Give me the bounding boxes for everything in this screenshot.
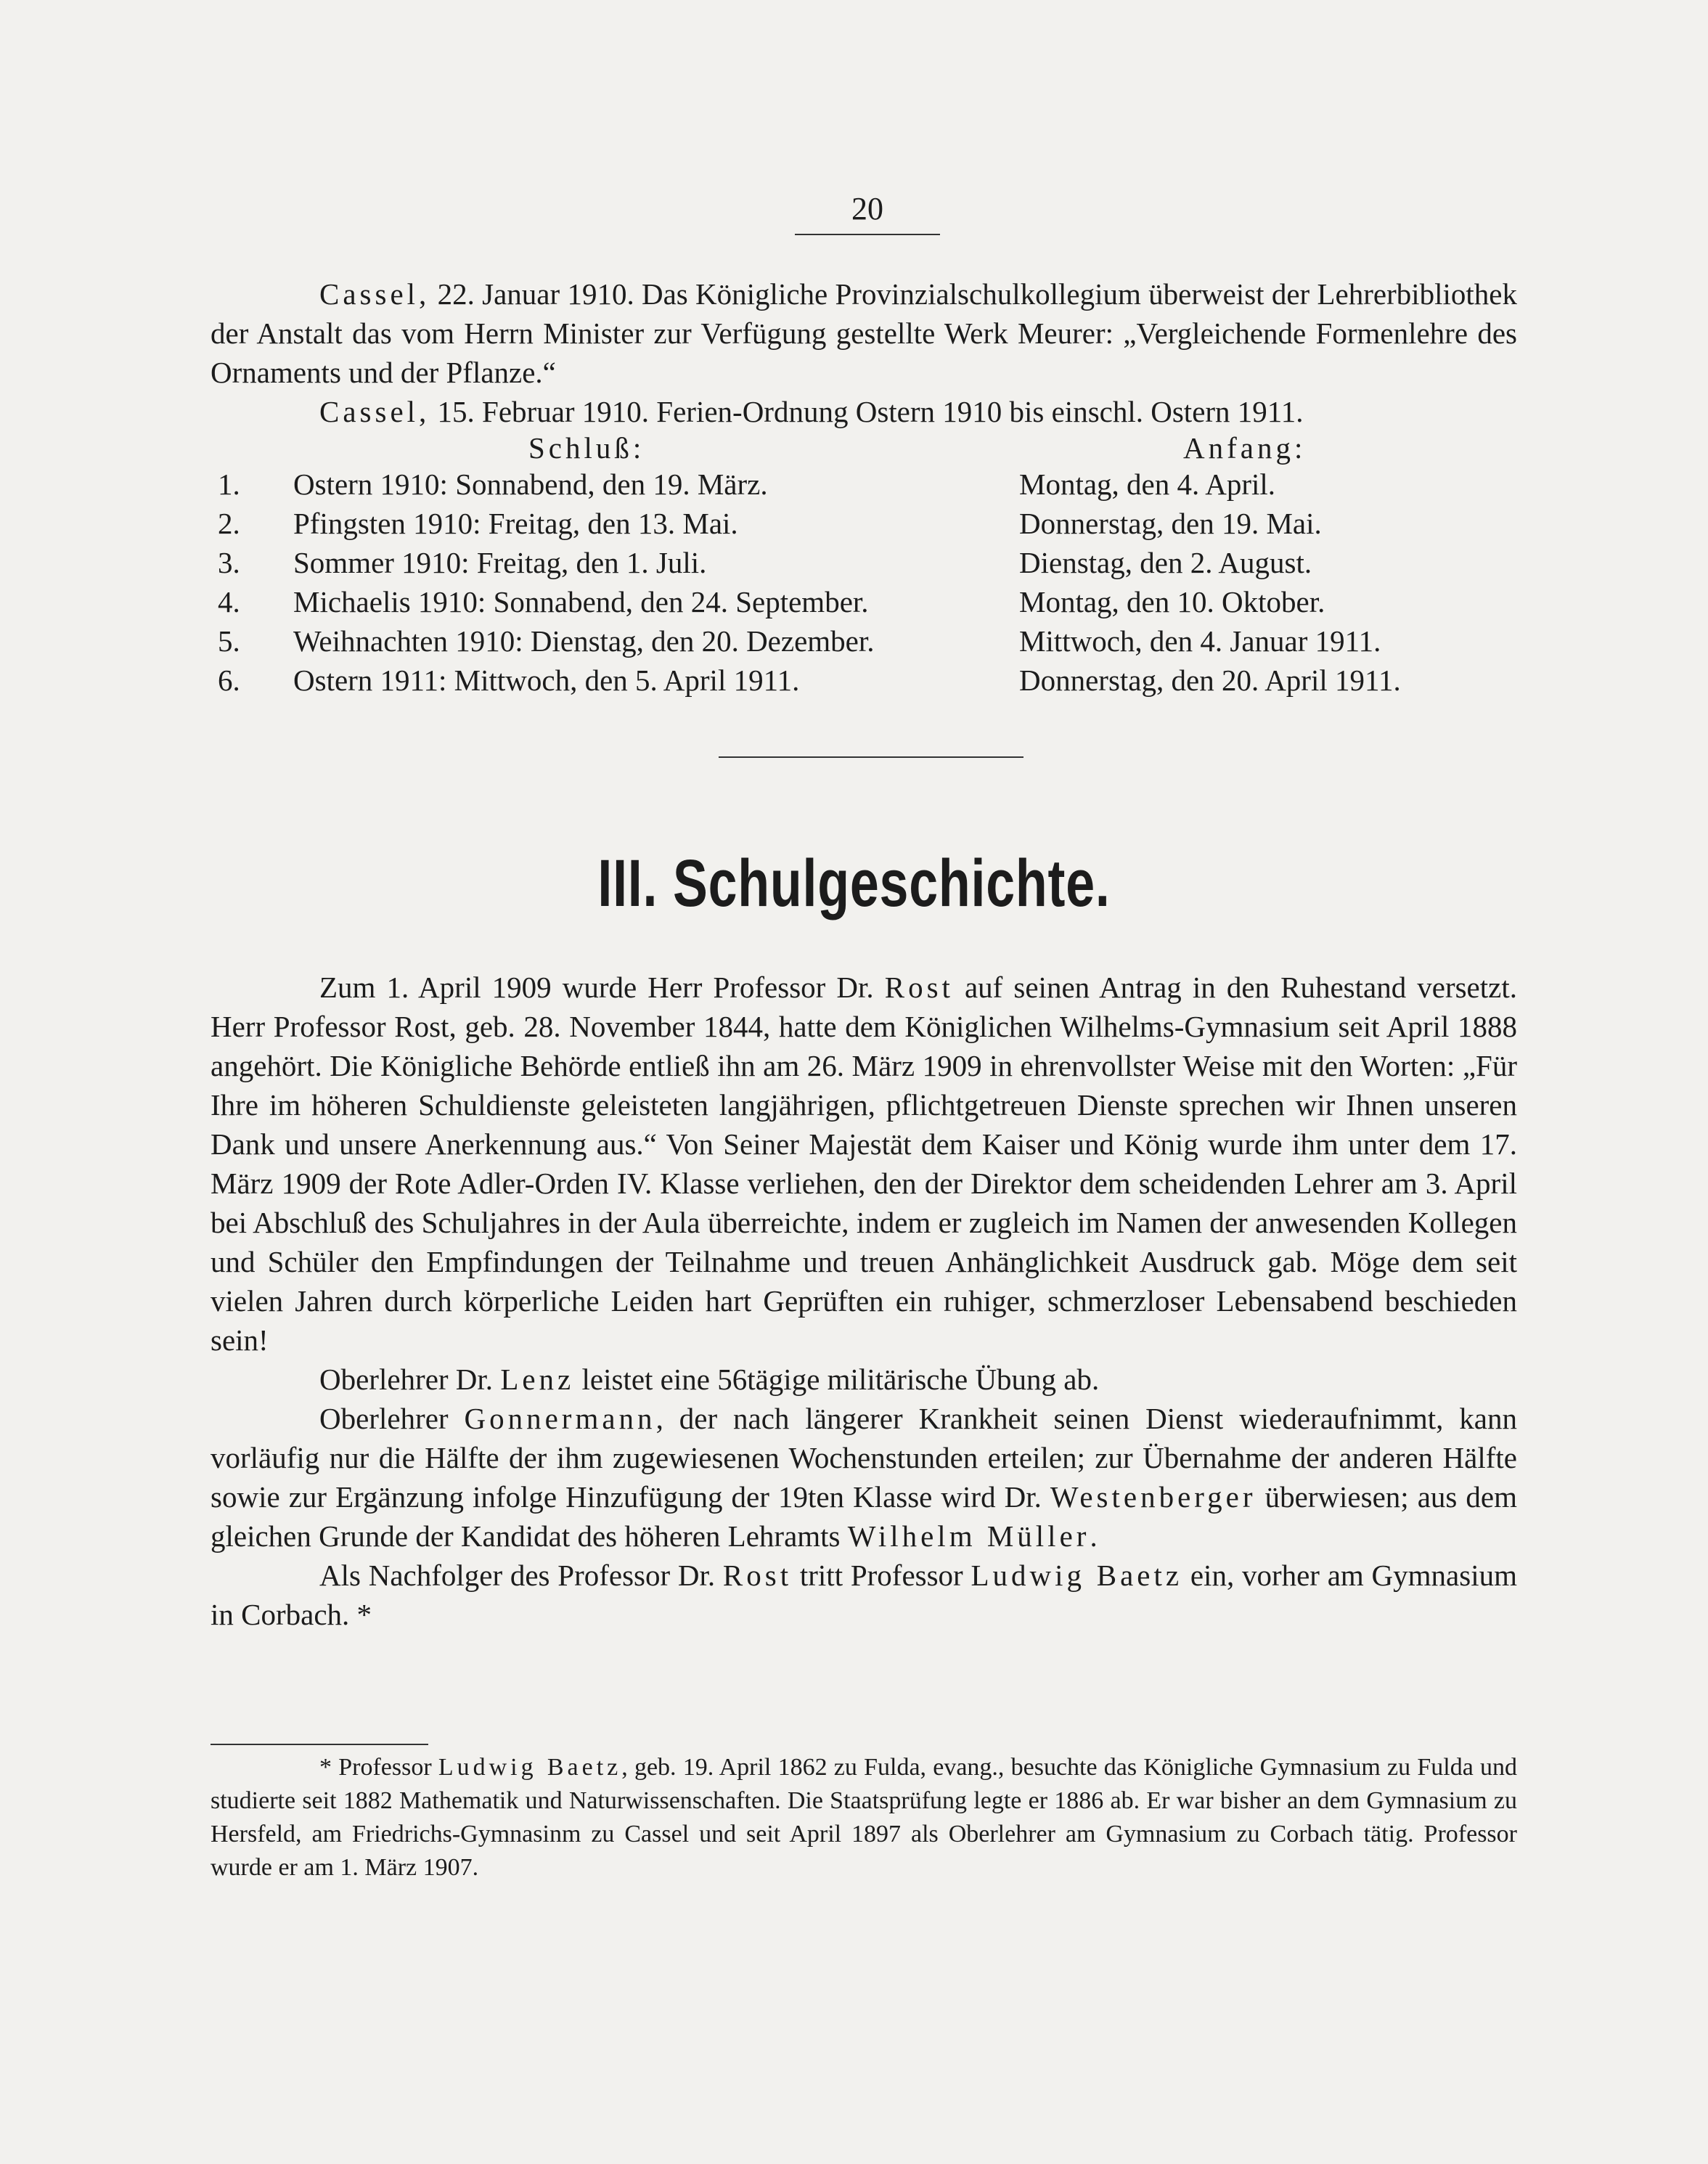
announcement-1	[211, 274, 1517, 392]
schedule-head-start: Anfang:	[1183, 431, 1307, 465]
announcement-text: 15. Februar 1910. Ferien-Ordnung Ostern 1910 bis einschl. Ostern 1911.	[437, 395, 1304, 428]
text-run: Oberlehrer	[319, 1402, 465, 1435]
row-end: Sommer 1910: Freitag, den 1. Juli.	[293, 546, 707, 579]
schedule-row	[218, 504, 1524, 543]
person-name: Rost	[884, 971, 954, 1004]
row-end: Pfingsten 1910: Freitag, den 13. Mai.	[293, 507, 738, 540]
text-run: tritt Professor	[792, 1559, 971, 1592]
text-run: Zum 1. April 1909 wurde Herr Professor Dr.	[319, 971, 885, 1004]
row-start: Montag, den 10. Oktober.	[1019, 585, 1325, 618]
text-run: , der nach längerer Krankheit seinen Dienst wiederaufnimmt, kann vorläufig nur die Hälfte der ihm zugewiesenen Wochenstunden erteilen; zur Übernahme der anderen Hälfte sowie zur Ergänzung infolge Hinzufügung der 19ten Klasse wird Dr.	[211, 1402, 1517, 1514]
row-start: Montag, den 4. April.	[1019, 467, 1276, 501]
paragraph-rost-retirement	[211, 968, 1517, 1360]
person-name: Ludwig Baetz	[438, 1754, 622, 1781]
person-name: Gonnermann	[464, 1402, 656, 1435]
text-run: überwiesen; aus dem gleichen Grunde der Kandidat des höheren Lehramts	[211, 1480, 1517, 1553]
schedule-row	[218, 543, 1524, 582]
row-end: Weihnachten 1910: Dienstag, den 20. Dezember.	[293, 624, 875, 658]
section-divider	[719, 756, 1023, 758]
text-run: * Professor	[319, 1754, 438, 1781]
paragraph-gonnermann	[211, 1399, 1517, 1556]
text-run: ein, vorher am Gymnasium in Corbach. *	[211, 1559, 1517, 1631]
row-number: 6.	[218, 664, 240, 697]
page-number-rule	[795, 234, 940, 235]
schedule-row	[218, 465, 1524, 504]
person-name: Ludwig Baetz	[971, 1559, 1183, 1592]
paragraph-baetz	[211, 1556, 1517, 1634]
paragraph-lenz	[211, 1360, 1517, 1399]
place-name: Cassel,	[319, 277, 430, 311]
row-start: Donnerstag, den 19. Mai.	[1019, 507, 1322, 540]
row-number: 5.	[218, 624, 240, 658]
text-run: Als Nachfolger des Professor Dr.	[319, 1559, 723, 1592]
announcement-text: 22. Januar 1910. Das Königliche Provinzialschulkollegium überweist der Lehrerbibliothek der Anstalt das vom Herrn Minister zur Verfügung gestellte Werk Meurer: „Vergleichende Formenlehre des Ornaments und der Pflanze.“	[211, 277, 1517, 389]
text-run: leistet eine 56tägige militärische Übung ab.	[574, 1363, 1100, 1396]
footnote-rule	[211, 1744, 428, 1745]
person-name: Westenberger	[1050, 1480, 1257, 1514]
row-number: 2.	[218, 507, 240, 540]
footnote	[211, 1751, 1517, 1885]
page-number: 20	[851, 191, 883, 226]
text-run: auf seinen Antrag in den Ruhestand versetzt. Herr Professor Rost, geb. 28. November 1844, hatte dem Königlichen Wilhelms-Gymnasium seit April 1888 angehört. Die Königliche Behörde entließ ihn am 26. März 1909 in ehrenvollster Weise mit den Worten: „Für Ihre im höheren Schuldienste geleisteten langjährigen, pflichtgetreuen Dienste sprechen wir Ihnen unseren Dank und unsere Anerkennung aus.“ Von Seiner Majestät dem Kaiser und König wurde ihm unter dem 17. März 1909 der Rote Adler-Orden IV. Klasse verliehen, den der Direktor dem scheidenden Lehrer am 3. April bei Abschluß des Schuljahres in der Aula überreichte, indem er zugleich im Namen der anwesenden Kollegen und Schüler den Empfindungen der Teilnahme und treuen Anhänglichkeit Ausdruck gab. Möge dem seit vielen Jahren durch körperliche Leiden hart Geprüften ein ruhiger, schmerzloser Lebensabend beschieden sein!	[211, 971, 1517, 1357]
row-start: Donnerstag, den 20. April 1911.	[1019, 664, 1401, 697]
schedule-row	[218, 621, 1524, 661]
announcements	[211, 274, 1517, 431]
text-run: .	[1090, 1519, 1098, 1553]
holiday-schedule	[218, 465, 1524, 700]
schedule-row	[218, 582, 1524, 621]
place-name: Cassel,	[319, 395, 430, 428]
schedule-row	[218, 661, 1524, 700]
text-run: , geb. 19. April 1862 zu Fulda, evang., besuchte das Königliche Gymnasium zu Fulda und studierte seit 1882 Mathematik und Naturwissenschaften. Die Staatsprüfung legte er 1886 ab. Er war bisher an dem Gymnasium zu Hersfeld, am Friedrichs-Gymnasinm zu Cassel und seit April 1897 als Oberlehrer am Gymnasium zu Corbach tätig. Professor wurde er am 1. März 1907.	[211, 1754, 1517, 1881]
person-name: Lenz	[500, 1363, 575, 1396]
school-history-text	[211, 968, 1517, 1634]
schedule-head-end: Schluß:	[528, 431, 645, 465]
announcement-2	[211, 392, 1517, 431]
person-name: Rost	[722, 1559, 793, 1592]
row-number: 4.	[218, 585, 240, 618]
row-start: Dienstag, den 2. August.	[1019, 546, 1312, 579]
row-end: Michaelis 1910: Sonnabend, den 24. September.	[293, 585, 869, 618]
row-number: 1.	[218, 467, 240, 501]
footnote-text	[211, 1751, 1517, 1885]
row-end: Ostern 1910: Sonnabend, den 19. März.	[293, 467, 768, 501]
row-start: Mittwoch, den 4. Januar 1911.	[1019, 624, 1381, 658]
section-heading: III. Schulgeschichte.	[597, 846, 1111, 920]
person-name: Wilhelm Müller	[847, 1519, 1090, 1553]
row-number: 3.	[218, 546, 240, 579]
row-end: Ostern 1911: Mittwoch, den 5. April 1911.	[293, 664, 800, 697]
text-run: Oberlehrer Dr.	[319, 1363, 501, 1396]
